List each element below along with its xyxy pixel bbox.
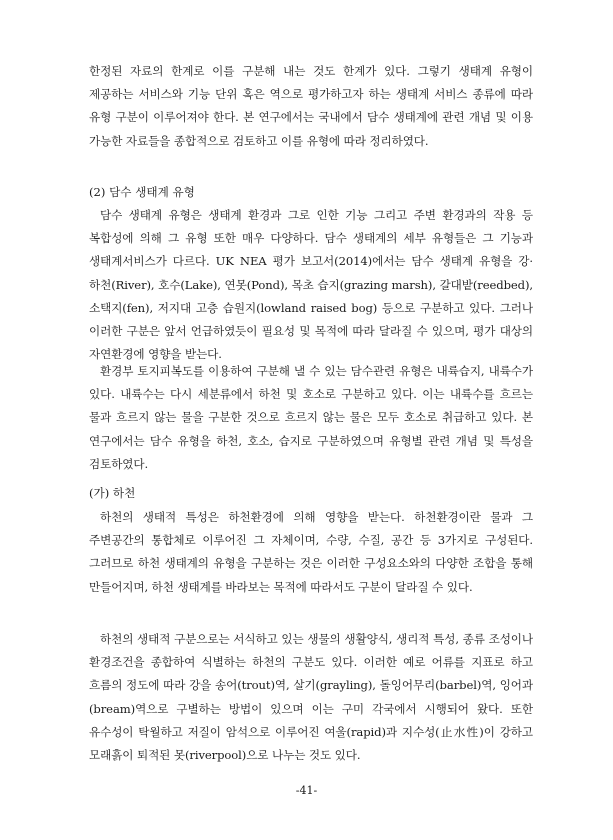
paragraph-land-cover xyxy=(89,360,533,476)
paragraph-freshwater-types xyxy=(89,204,533,366)
paragraph-river-characteristics xyxy=(89,506,533,599)
paragraph-land-cover-text: 환경부 토지피복도를 이용하여 구분해 낼 수 있는 담수관련 유형은 내륙습지, 내륙수가 있다. 내륙수는 다시 세분류에서 하천 및 호소로 구분하고 있다. 이는 내륙수를 흐르는 물과 흐르지 않는 물을 구분한 것으로 흐르지 않는 물은 모두 호소로 취급하고 있다. 본 연구에서는 담수 유형을 하천, 호소, 습지로 구분하였으며 유형별 관련 개념 및 특성을 검토하였다. xyxy=(89,364,533,471)
section-heading-freshwater-types: (2) 담수 생태계 유형 xyxy=(89,185,195,199)
paragraph-river-characteristics-text: 하천의 생태적 특성은 하천환경에 의해 영향을 받는다. 하천환경이란 물과 그 주변공간의 통합체로 이루어진 그 자체이며, 수량, 수질, 공간 등 3가지로 구성된다. 그러므로 하천 생태계의 유형을 구분하는 것은 이러한 구성요소와의 다양한 조합을 통해 만들어지며, 하천 생태계를 바라보는 목적에 따라서도 구분이 달라질 수 있다. xyxy=(89,510,533,594)
paragraph-river-classification xyxy=(89,628,533,767)
paragraph-freshwater-types-text: 담수 생태계 유형은 생태계 환경과 그로 인한 기능 그리고 주변 환경과의 작용 등 복합성에 의해 그 유형 또한 매우 다양하다. 담수 생태계의 세부 유형들은 그 기능과 생태계서비스가 다르다. UK NEA 평가 보고서(2014)에서는 담수 생태계 유형을 강·하천(River), 호수(Lake), 연못(Pond), 목초 습지(grazing marsh), 갈대밭(reedbed), 소택지(fen), 저지대 고층 습원지(lowland raised bog) 등으로 구분하고 있다. 그러나 이러한 구분은 앞서 언급하였듯이 필요성 및 목적에 따라 달라질 수 있으며, 평가 대상의 자연환경에 영향을 받는다. xyxy=(89,208,533,362)
paragraph-intro-text: 한정된 자료의 한계로 이를 구분해 내는 것도 한계가 있다. 그렇기 생태계 유형이 제공하는 서비스와 기능 단위 혹은 역으로 평가하고자 하는 생태계 서비스 종류에 따라 유형 구분이 이루어져야 한다. 본 연구에서는 국내에서 담수 생태계에 관련 개념 및 이용 가능한 자료들을 종합적으로 검토하고 이를 유형에 따라 정리하였다. xyxy=(89,64,533,148)
section-heading-river: (가) 하천 xyxy=(89,486,136,500)
paragraph-river-classification-text: 하천의 생태적 구분으로는 서식하고 있는 생물의 생활양식, 생리적 특성, 종류 조성이나 환경조건을 종합하여 식별하는 하천의 구분도 있다. 이러한 예로 어류를 지표로 하고 흐름의 정도에 따라 강을 송어(trout)역, 살기(grayling), 돌잉어무리(barbel)역, 잉어과(bream)역으로 구별하는 방법이 있으며 이는 구미 각국에서 시행되어 왔다. 또한 유수성이 탁월하고 저질이 암석으로 이루어진 여울(rapid)과 지수성(止水性)이 강하고 모래흙이 퇴적된 못(riverpool)으로 나누는 것도 있다. xyxy=(89,632,533,763)
page-number: -41- xyxy=(295,784,318,797)
paragraph-intro xyxy=(89,60,533,153)
